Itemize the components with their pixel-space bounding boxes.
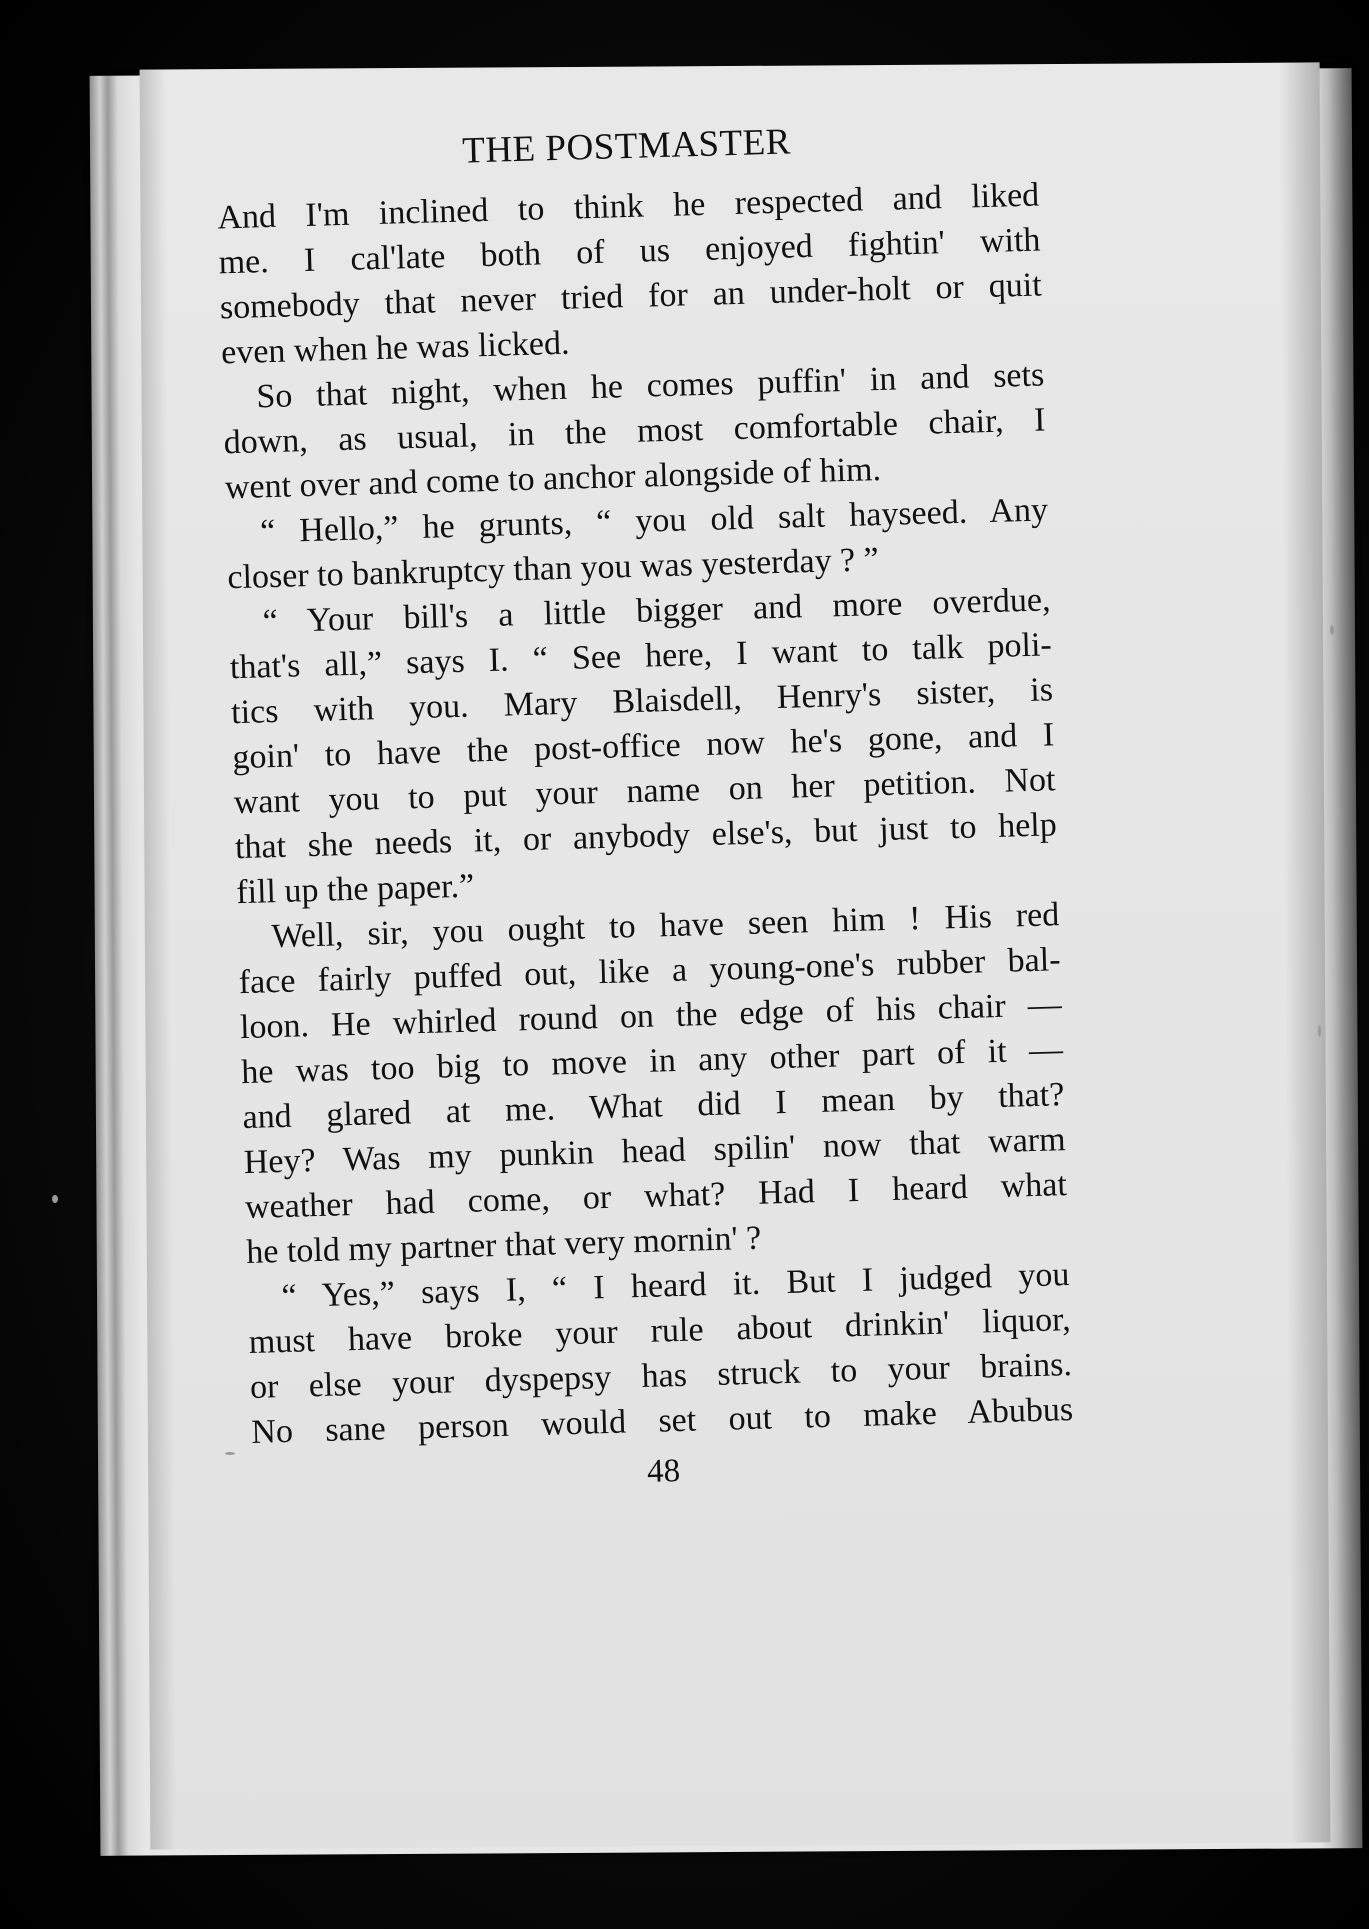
text-line: face fairly puffed out, like a young-one's rubber bal- [238,941,1061,1002]
paragraph [237,892,1069,1275]
text-line: So that night, when he comes puffin' in and sets [255,356,1045,416]
dust-speck [1330,625,1334,635]
text-line: weather had come, or what? Had I heard what [244,1166,1068,1227]
text-line: want you to put your name on her petition. Not [233,761,1056,822]
text-line: “ Hello,” he grunts, “ you old salt hayseed. Any [259,491,1049,551]
dust-speck [52,1195,58,1203]
page-text [215,114,1075,1502]
text-line: he was too big to move in any other part of it — [240,1031,1064,1092]
text-line: “ Yes,” says I, “ I heard it. But I judged you [281,1256,1070,1316]
paragraph [217,173,1044,376]
text-line: went over and come to anchor alongside of him. [224,451,882,507]
text-line: goin' to have the post-office now he's gone, and I [231,716,1055,777]
page-number: 48 [646,1453,681,1490]
text-line: Hey? Was my punkin head spilin' now that warm [243,1121,1067,1182]
running-head: THE POSTMASTER [461,121,792,172]
text-line: fill up the paper.” [235,867,475,912]
text-line: me. I cal'late both of us enjoyed fightin' with [218,221,1041,282]
text-line: that's all,” says I. “ See here, I want to talk poli- [229,626,1053,687]
text-line: that she needs it, or anybody else's, but just to help [234,806,1058,867]
text-line: must have broke your rule about drinkin' liquor, [248,1301,1072,1361]
text-line: Well, sir, you ought to have seen him ! His red [271,896,1060,956]
text-line: and glared at me. What did I mean by that? [242,1076,1065,1137]
text-line: even when he was licked. [220,324,570,372]
text-line: tics with you. Mary Blaisdell, Henry's sister, is [230,671,1054,732]
paragraph [222,352,1047,510]
dust-speck [225,1452,235,1455]
text-line: closer to bankruptcy than you was yesterday ? ” [226,541,880,597]
text-line: “ Your bill's a little bigger and more overdue, [262,581,1051,641]
text-line: And I'm inclined to think he respected and liked [216,176,1040,237]
text-line: or else your dyspepsy has struck to your brains. [249,1346,1073,1406]
text-line: No sane person would set out to make Abubus [250,1391,1074,1451]
text-line: he told my partner that very mornin' ? [245,1219,762,1272]
dust-speck [1318,1025,1321,1037]
text-line: loon. He whirled round on the edge of his chair — [239,986,1063,1047]
text-line: somebody that never tried for an under-holt or quit [219,266,1043,327]
paragraph [247,1252,1074,1455]
text-line: down, as usual, in the most comfortable chair, I [223,401,1046,462]
paragraph [228,577,1058,915]
